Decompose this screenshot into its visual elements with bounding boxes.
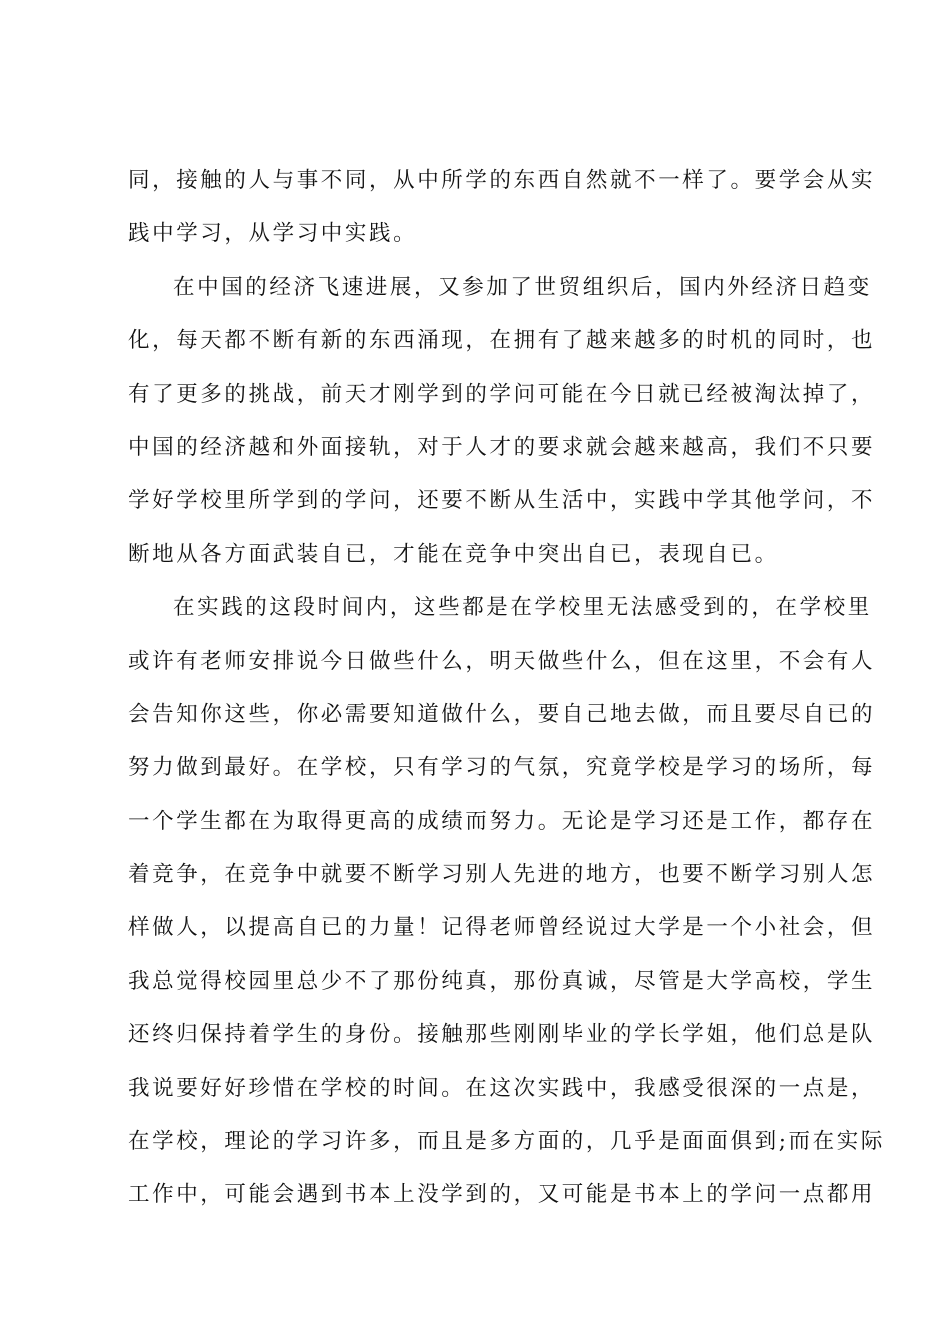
text-line: 中国的经济越和外面接轨，对于人才的要求就会越来越高，我们不只要 [128,434,876,460]
text-line: 践中学习，从学习中实践。 [128,221,418,247]
text-line: 在学校，理论的学习许多，而且是多方面的，几乎是面面俱到;而在实际 [128,1129,885,1155]
text-line: 样做人，以提高自已的力量！记得老师曾经说过大学是一个小社会，但 [128,915,876,941]
body-text [128,154,885,1222]
text-line: 学好学校里所学到的学问，还要不断从生活中，实践中学其他学问，不 [128,488,876,514]
text-line: 工作中，可能会遇到书本上没学到的，又可能是书本上的学问一点都用 [128,1182,876,1208]
text-line: 我说要好好珍惜在学校的时间。在这次实践中，我感受很深的一点是， [128,1075,876,1101]
text-line: 还终归保持着学生的身份。接触那些刚刚毕业的学长学姐，他们总是队 [128,1022,876,1048]
text-line: 会告知你这些，你必需要知道做什么，要自己地去做，而且要尽自已的 [128,701,876,727]
text-line: 着竞争，在竞争中就要不断学习别人先进的地方，也要不断学习别人怎 [128,862,876,888]
text-line: 同，接触的人与事不同，从中所学的东西自然就不一样了。要学会从实 [128,168,876,193]
text-line: 断地从各方面武装自已，才能在竞争中突出自已，表现自已。 [128,541,779,567]
paragraph-1 [128,154,876,261]
text-line: 化，每天都不断有新的东西涌现，在拥有了越来越多的时机的同时，也 [128,328,876,354]
text-line: 在实践的这段时间内，这些都是在学校里无法感受到的，在学校里 [173,595,872,621]
text-line: 一个学生都在为取得更高的成绩而努力。无论是学习还是工作，都存在 [128,808,876,834]
text-line: 我总觉得校园里总少不了那份纯真，那份真诚，尽管是大学高校，学生 [128,968,876,994]
text-line: 在中国的经济飞速进展，又参加了世贸组织后，国内外经济日趋变 [173,274,872,300]
text-line: 有了更多的挑战，前天才刚学到的学问可能在今日就已经被淘汰掉了， [128,381,876,407]
text-line: 或许有老师安排说今日做些什么，明天做些什么，但在这里，不会有人 [128,648,876,674]
paragraph-2 [128,261,876,581]
paragraph-3 [128,581,885,1222]
text-line: 努力做到最好。在学校，只有学习的气氛，究竟学校是学习的场所，每 [128,755,876,781]
